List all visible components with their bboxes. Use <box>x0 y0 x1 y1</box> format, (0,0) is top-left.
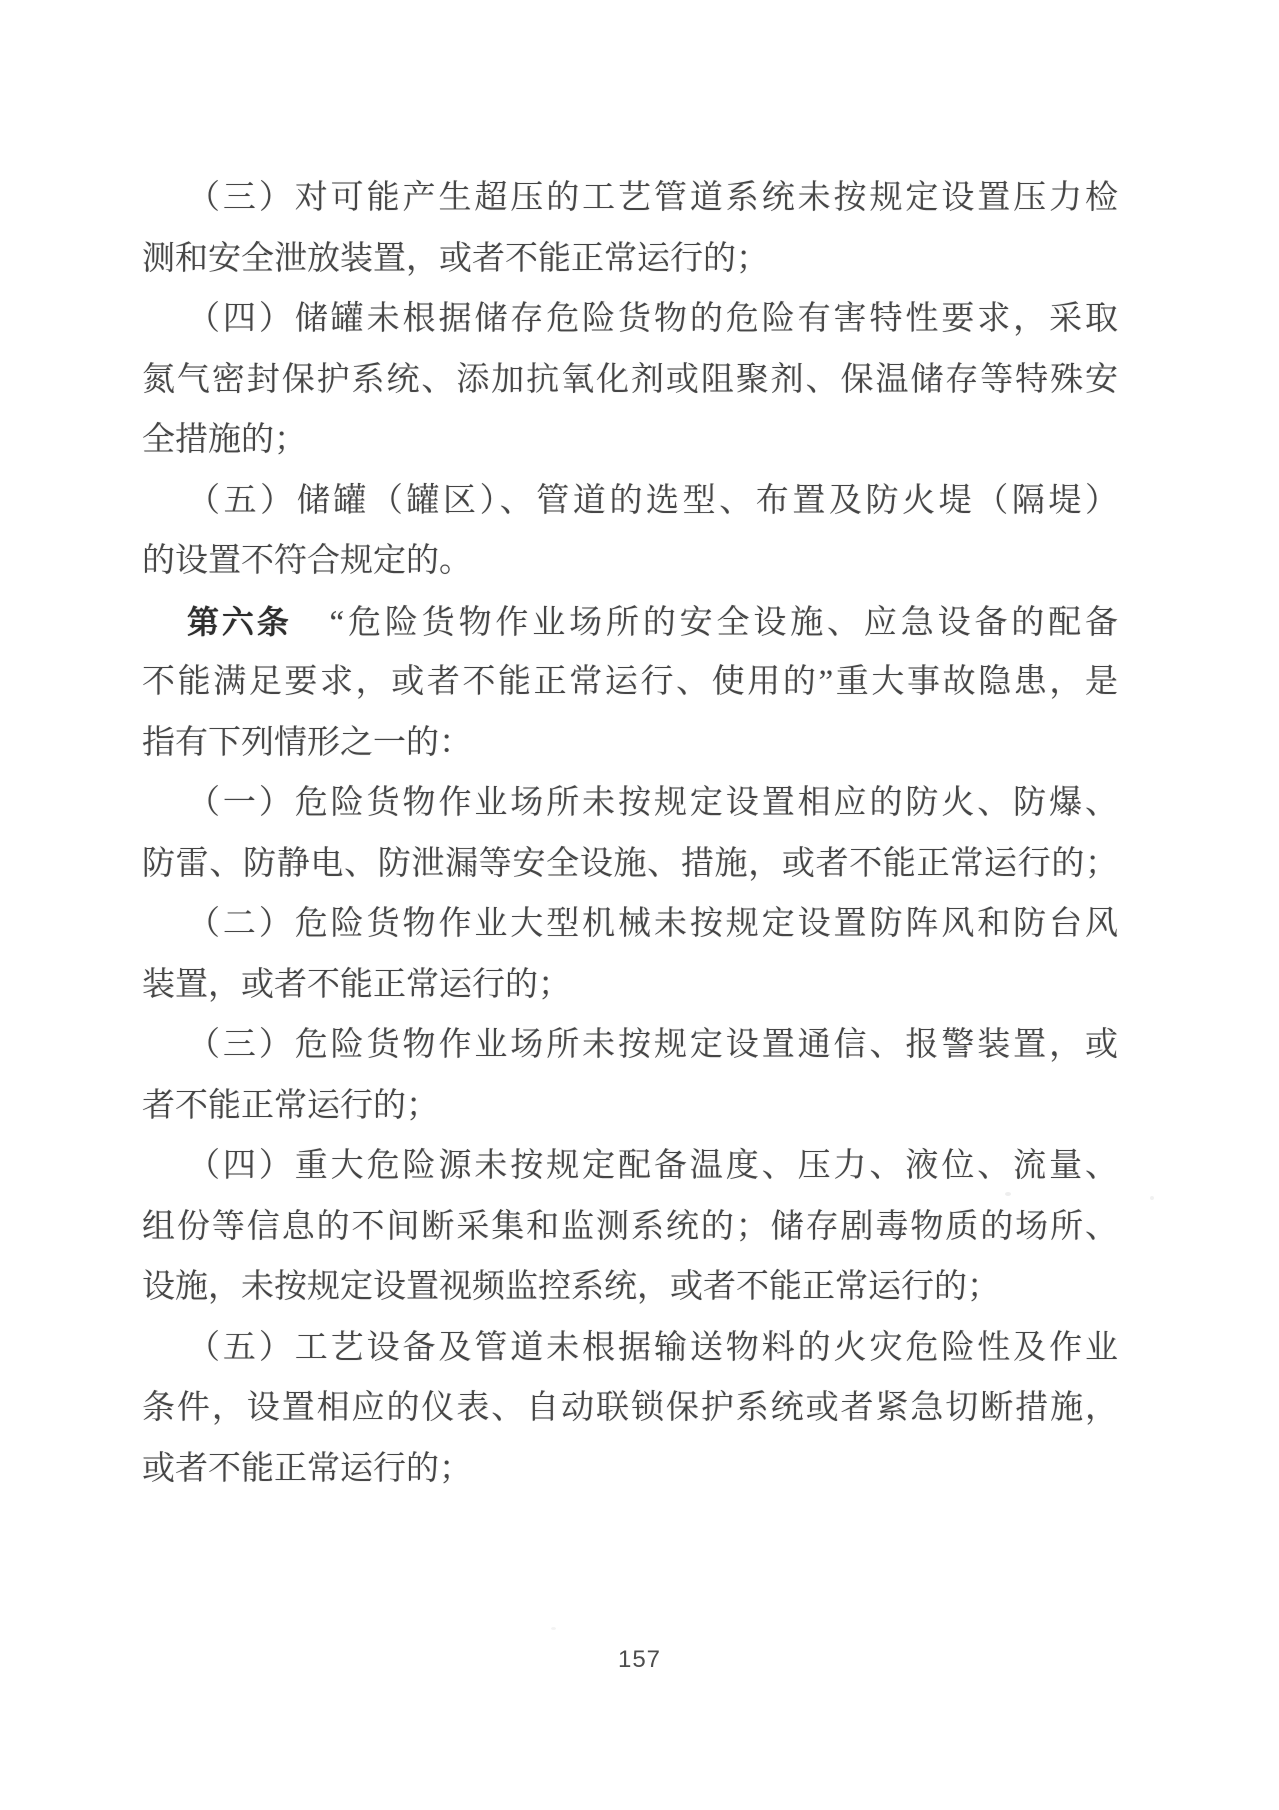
text-line: 防雷、防静电、防泄漏等安全设施、措施，或者不能正常运行的； <box>142 845 1118 882</box>
page-number: 157 <box>617 1646 662 1673</box>
text-line: （五）工艺设备及管道未根据输送物料的火灾危险性及作业 <box>187 1329 1118 1366</box>
text-line: （五）储罐（罐区）、管道的选型、布置及防火堤（隔堤） <box>187 482 1118 519</box>
text-line: 的设置不符合规定的。 <box>142 543 472 579</box>
text-line: 氮气密封保护系统、添加抗氧化剂或阻聚剂、保温储存等特殊安 <box>142 361 1118 398</box>
text-line: 条件，设置相应的仪表、自动联锁保护系统或者紧急切断措施， <box>142 1390 1118 1426</box>
scan-artifact <box>1150 1196 1154 1200</box>
text-line: 全措施的； <box>142 422 307 458</box>
text-line: 指有下列情形之一的： <box>142 724 472 761</box>
text-line: （三）危险货物作业场所未按规定设置通信、报警装置，或 <box>187 1027 1118 1063</box>
text-line: （四）储罐未根据储存危险货物的危险有害特性要求，采取 <box>187 301 1118 337</box>
text-line: 不能满足要求，或者不能正常运行、使用的”重大事故隐患，是 <box>142 664 1118 700</box>
text-line: 或者不能正常运行的； <box>142 1450 472 1487</box>
text-line: （四）重大危险源未按规定配备温度、压力、液位、流量、 <box>187 1148 1118 1184</box>
document-body <box>142 168 1118 1499</box>
text-line: 测和安全泄放装置，或者不能正常运行的； <box>142 240 769 277</box>
text-line: 者不能正常运行的； <box>142 1087 439 1124</box>
text-line: （三）对可能产生超压的工艺管道系统未按规定设置压力检 <box>187 180 1118 216</box>
text-line: 装置，或者不能正常运行的； <box>142 966 571 1003</box>
text-line: 设施，未按规定设置视频监控系统，或者不能正常运行的； <box>142 1269 1000 1305</box>
text-line: （一）危险货物作业场所未按规定设置相应的防火、防爆、 <box>187 785 1118 821</box>
scan-artifact <box>551 1627 556 1630</box>
article-text: “危险货物作业场所的安全设施、应急设备的配备 <box>329 604 1118 641</box>
text-line-article <box>142 592 1118 653</box>
article-number: 第六条 <box>187 603 292 640</box>
text-line: （二）危险货物作业大型机械未按规定设置防阵风和防台风 <box>187 906 1118 942</box>
scan-artifact <box>1005 1192 1011 1196</box>
text-line: 组份等信息的不间断采集和监测系统的；储存剧毒物质的场所、 <box>142 1208 1118 1245</box>
